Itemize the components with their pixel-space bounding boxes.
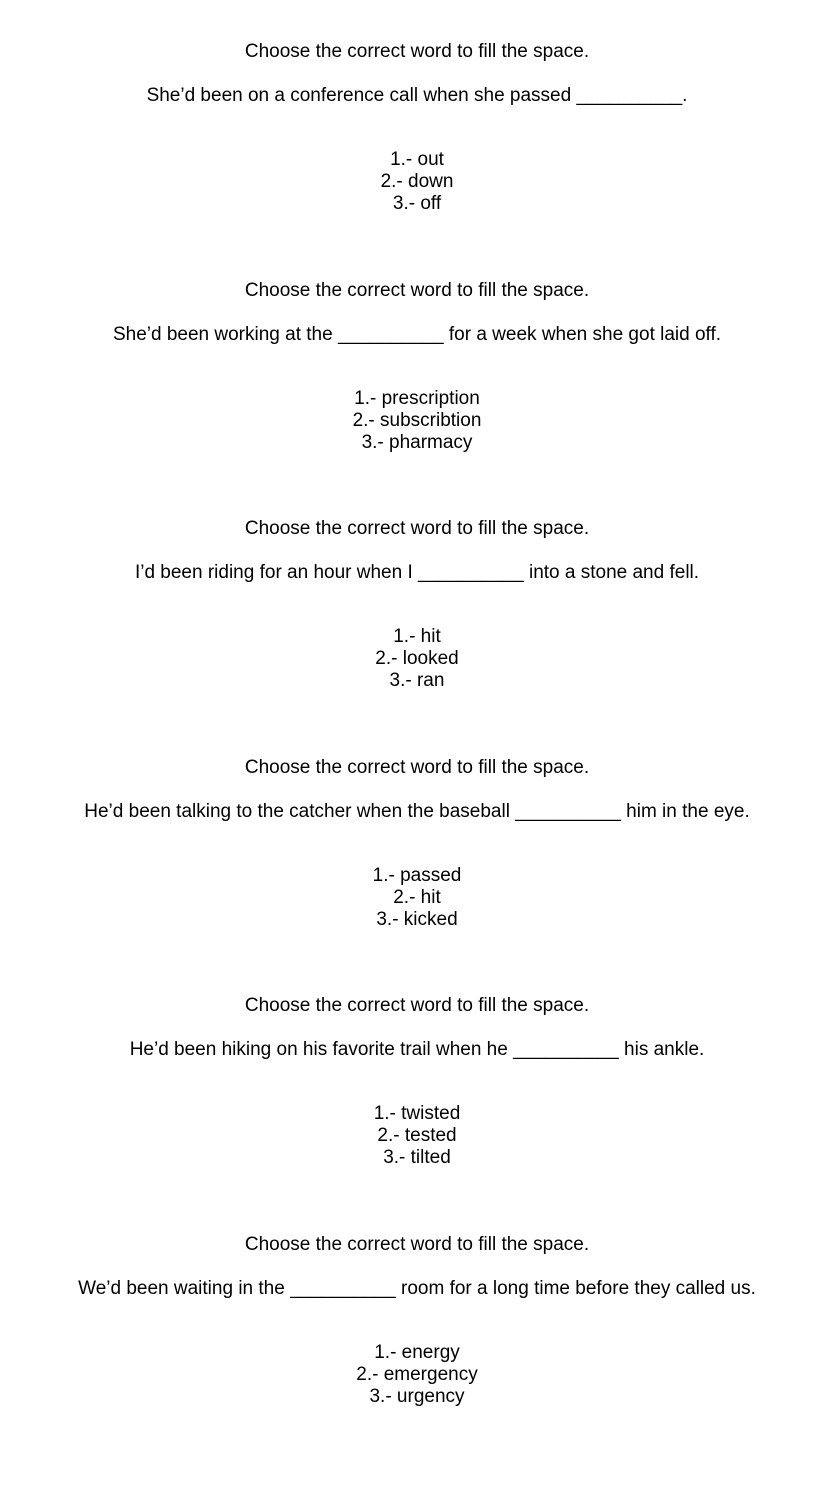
option-list — [0, 626, 834, 692]
option-3[interactable]: 3.- pharmacy — [361, 432, 473, 453]
question-sentence: I’d been riding for an hour when I __________ into a stone and fell. — [134, 562, 700, 583]
option-2[interactable]: 2.- subscribtion — [352, 410, 482, 431]
question-sentence: He’d been hiking on his favorite trail when he __________ his ankle. — [129, 1039, 705, 1060]
option-list — [0, 149, 834, 215]
option-3[interactable]: 3.- tilted — [383, 1147, 451, 1168]
option-list — [0, 1342, 834, 1408]
question-sentence: He’d been talking to the catcher when the baseball __________ him in the eye. — [84, 801, 750, 822]
question-instruction: Choose the correct word to fill the space. — [244, 41, 590, 62]
option-2[interactable]: 2.- down — [380, 171, 454, 192]
option-1[interactable]: 1.- prescription — [354, 388, 480, 409]
question-sentence: We’d been waiting in the __________ room for a long time before they called us. — [78, 1278, 756, 1299]
option-2[interactable]: 2.- hit — [393, 887, 441, 908]
question-instruction: Choose the correct word to fill the space. — [244, 995, 590, 1016]
option-2[interactable]: 2.- looked — [375, 648, 459, 669]
option-1[interactable]: 1.- energy — [374, 1342, 460, 1363]
option-3[interactable]: 3.- kicked — [376, 909, 458, 930]
option-1[interactable]: 1.- twisted — [373, 1103, 461, 1124]
option-list — [0, 388, 834, 454]
question-instruction: Choose the correct word to fill the space. — [244, 1234, 590, 1255]
option-2[interactable]: 2.- emergency — [356, 1364, 478, 1385]
option-3[interactable]: 3.- off — [392, 193, 442, 214]
option-3[interactable]: 3.- urgency — [369, 1386, 465, 1407]
question-instruction: Choose the correct word to fill the space. — [244, 518, 590, 539]
option-1[interactable]: 1.- out — [390, 149, 444, 170]
option-2[interactable]: 2.- tested — [377, 1125, 457, 1146]
question-sentence: She’d been working at the __________ for a week when she got laid off. — [112, 324, 722, 345]
option-list — [0, 865, 834, 931]
option-1[interactable]: 1.- hit — [393, 626, 441, 647]
question-instruction: Choose the correct word to fill the space. — [244, 280, 590, 301]
question-instruction: Choose the correct word to fill the space. — [244, 757, 590, 778]
option-1[interactable]: 1.- passed — [372, 865, 462, 886]
question-sentence: She’d been on a conference call when she passed __________. — [146, 85, 688, 106]
option-list — [0, 1103, 834, 1169]
option-3[interactable]: 3.- ran — [389, 670, 445, 691]
